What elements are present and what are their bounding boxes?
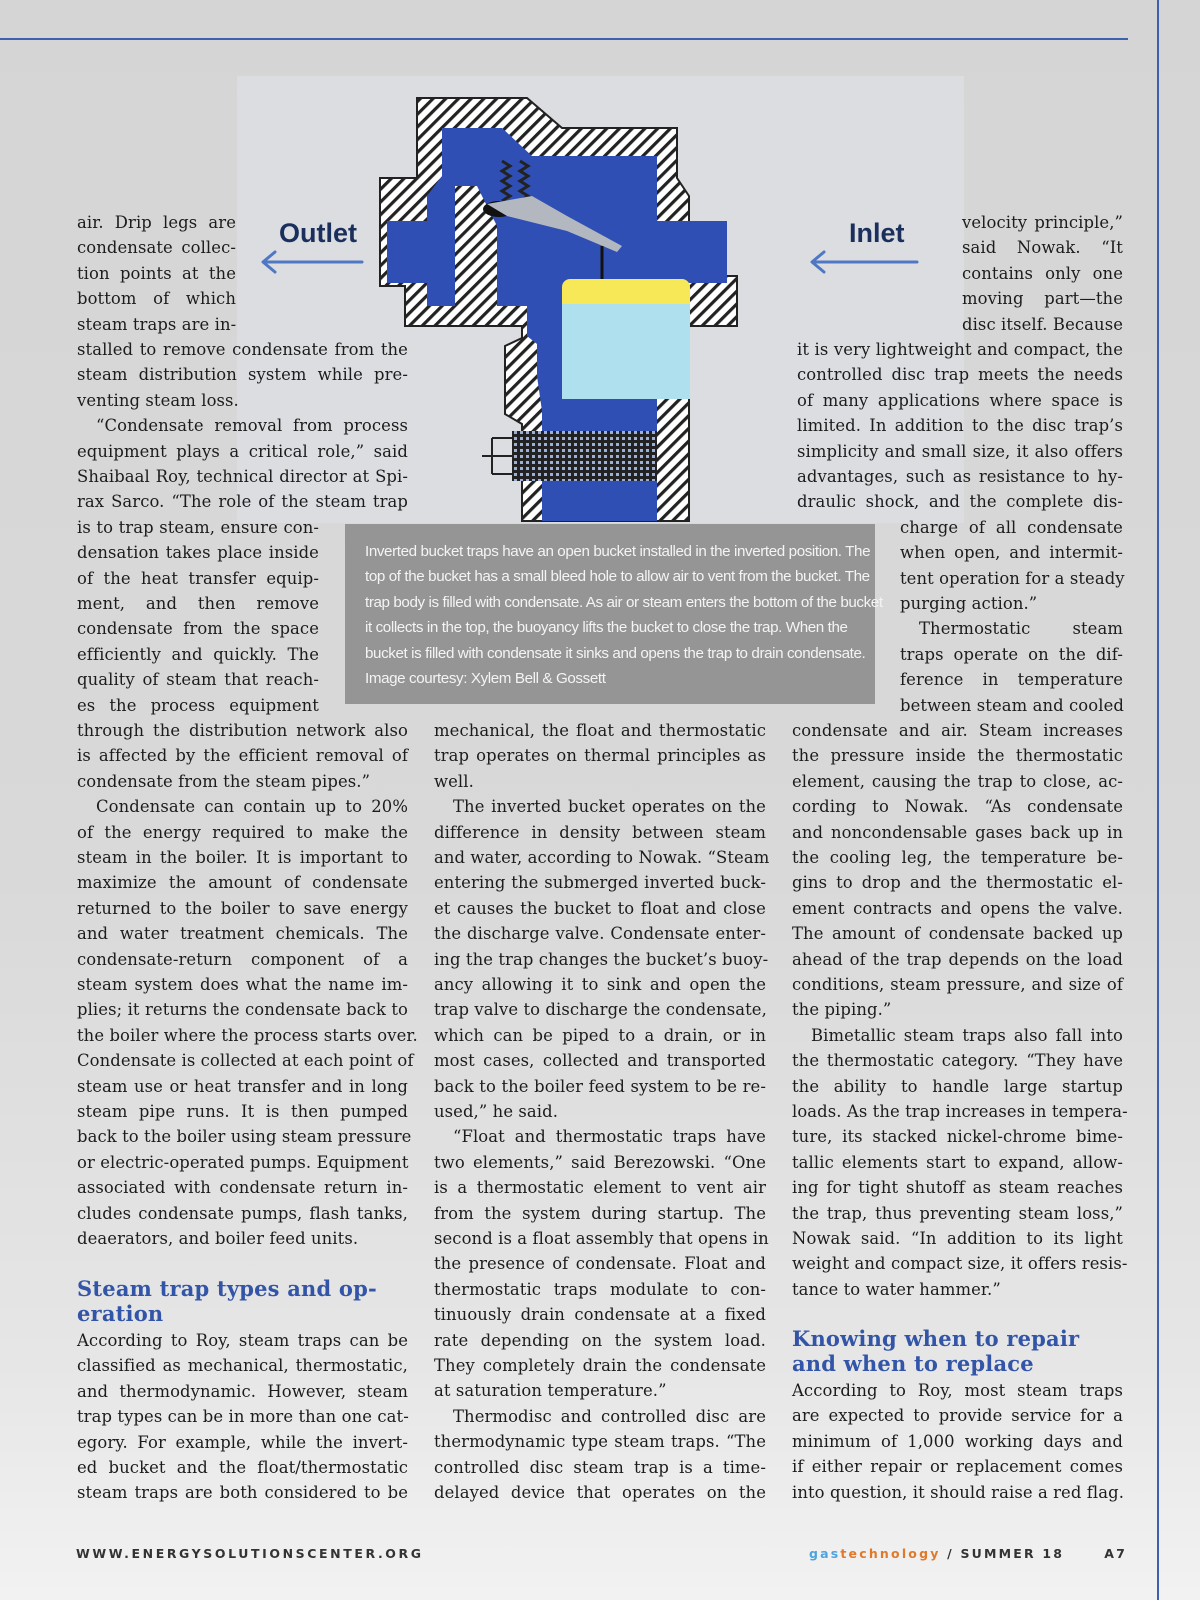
text-line: rate depending on the system load. bbox=[434, 1330, 766, 1350]
text-line: densation takes place inside bbox=[77, 543, 319, 563]
text-line: condensate from the steam pipes.” bbox=[77, 771, 371, 791]
text-line: two elements,” said Berezowski. “One bbox=[434, 1152, 766, 1172]
text-line: weight and compact size, it offers resis- bbox=[792, 1254, 1128, 1274]
text-line: controlled disc steam trap is a time- bbox=[434, 1457, 766, 1477]
brand-technology: technology bbox=[840, 1546, 941, 1561]
page-number: A7 bbox=[1104, 1546, 1127, 1561]
text-line: traps operate on the dif- bbox=[900, 644, 1123, 664]
caption-line: trap body is filled with condensate. As air or steam enters the bottom of the bucket bbox=[365, 593, 883, 611]
text-line: of the energy required to make the bbox=[77, 822, 408, 842]
text-line: et causes the bucket to float and close bbox=[434, 898, 766, 918]
text-line: ference in temperature bbox=[900, 670, 1123, 690]
text-line: ment, and then remove bbox=[77, 594, 319, 613]
text-line: ing for tight shutoff as steam reaches bbox=[792, 1178, 1123, 1198]
text-line: conditions, steam pressure, and size of bbox=[792, 975, 1123, 994]
text-line: tion points at the bbox=[77, 263, 236, 283]
text-line: is affected by the efficient removal of bbox=[77, 746, 408, 766]
text-line: second is a float assembly that opens in bbox=[434, 1229, 769, 1248]
heading-line: and when to replace bbox=[792, 1351, 1034, 1377]
text-line: charge of all condensate bbox=[900, 517, 1123, 537]
text-line: draulic shock, and the complete dis- bbox=[797, 492, 1123, 512]
text-line: back to the boiler using steam pressure bbox=[77, 1127, 412, 1147]
text-line: which can be piped to a drain, or in bbox=[434, 1025, 766, 1045]
text-line: controlled disc trap meets the needs bbox=[797, 365, 1123, 385]
text-line: steam use or heat transfer and in long bbox=[77, 1076, 408, 1096]
text-line: “Float and thermostatic traps have bbox=[453, 1127, 766, 1147]
text-line: According to Roy, most steam traps bbox=[792, 1381, 1123, 1400]
text-line: Bimetallic steam traps also fall into bbox=[811, 1025, 1123, 1045]
text-line: condensate-return component of a bbox=[77, 949, 408, 969]
text-line: the trap, thus preventing steam loss,” bbox=[792, 1203, 1123, 1223]
text-line: steam system does what the name im- bbox=[77, 975, 408, 994]
top-rule bbox=[0, 38, 1128, 40]
text-line: limited. In addition to the disc trap’s bbox=[797, 416, 1123, 436]
heading-line: Knowing when to repair bbox=[792, 1326, 1080, 1351]
text-line: and water, according to Nowak. “Steam bbox=[434, 848, 770, 867]
text-line: is a thermostatic element to vent air bbox=[434, 1178, 766, 1198]
text-line: tance to water hammer.” bbox=[792, 1279, 1001, 1299]
issue-date: / SUMMER 18 bbox=[940, 1546, 1065, 1561]
brand-gas: gas bbox=[808, 1546, 841, 1561]
text-line: steam pipe runs. It is then pumped bbox=[77, 1102, 408, 1121]
text-line: steam traps are both considered to be bbox=[77, 1483, 408, 1503]
text-line: and thermodynamic. However, steam bbox=[77, 1381, 408, 1401]
text-line: the boiler where the process starts over. bbox=[77, 1025, 418, 1045]
text-line: ahead of the trap depends on the load bbox=[792, 949, 1123, 969]
text-line: condensate collec- bbox=[77, 238, 236, 258]
text-line: rax Sarco. “The role of the steam trap bbox=[77, 492, 408, 512]
text-line: moving part—the bbox=[962, 289, 1123, 309]
text-line: According to Roy, steam traps can be bbox=[77, 1331, 408, 1350]
text-line: steam distribution system while pre- bbox=[77, 365, 408, 385]
text-line: classified as mechanical, thermostatic, bbox=[77, 1356, 408, 1376]
text-line: “Condensate removal from process bbox=[96, 416, 408, 436]
text-line: The inverted bucket operates on the bbox=[453, 797, 766, 817]
text-line: tent operation for a steady bbox=[900, 568, 1125, 588]
text-line: simplicity and small size, it also offers bbox=[797, 441, 1123, 461]
text-line: stalled to remove condensate from the bbox=[77, 340, 408, 359]
text-line: through the distribution network also bbox=[77, 721, 408, 740]
text-line: the piping.” bbox=[792, 1000, 892, 1020]
text-line: tallic elements start to expand, allow- bbox=[792, 1152, 1123, 1172]
footer-issue-info bbox=[809, 1546, 1127, 1561]
text-line: said Nowak. “It bbox=[962, 238, 1123, 258]
text-line: is to trap steam, ensure con- bbox=[77, 517, 319, 537]
text-line: deaerators, and boiler feed units. bbox=[77, 1229, 359, 1248]
text-line: and water treatment chemicals. The bbox=[77, 924, 408, 944]
text-line: condensate from the space bbox=[77, 619, 319, 639]
text-line: ed bucket and the float/thermostatic bbox=[77, 1458, 408, 1477]
text-line: venting steam loss. bbox=[77, 390, 239, 410]
text-line: thermodynamic type steam traps. “The bbox=[434, 1432, 766, 1452]
text-line: gins to drop and the thermostatic el- bbox=[792, 873, 1123, 893]
text-line: at saturation temperature.” bbox=[434, 1381, 667, 1401]
inlet-label: Inlet bbox=[849, 218, 905, 248]
section-heading-repair-or-replace bbox=[792, 1326, 1079, 1377]
text-line: ement contracts and opens the valve. bbox=[792, 898, 1123, 918]
text-line: associated with condensate return in- bbox=[77, 1178, 408, 1198]
text-line: well. bbox=[434, 771, 474, 791]
text-line: of the heat transfer equip- bbox=[77, 568, 319, 588]
caption-line: Inverted bucket traps have an open bucket installed in the inverted position. The bbox=[365, 543, 871, 560]
text-line: when open, and intermit- bbox=[900, 543, 1123, 563]
text-line: delayed device that operates on the bbox=[434, 1483, 766, 1502]
text-line: purging action.” bbox=[900, 594, 1038, 613]
text-line: equipment plays a critical role,” said bbox=[77, 441, 408, 461]
image-credit: Image courtesy: Xylem Bell & Gossett bbox=[365, 670, 606, 688]
text-line: cording to Nowak. “As condensate bbox=[792, 797, 1123, 817]
caption-line: top of the bucket has a small bleed hole to allow air to vent from the bucket. The bbox=[365, 568, 870, 586]
section-heading-steam-trap-types bbox=[77, 1276, 377, 1327]
text-line: entering the submerged inverted buck- bbox=[434, 873, 766, 893]
text-line: velocity principle,” bbox=[962, 213, 1123, 232]
text-line: Thermodisc and controlled disc are bbox=[453, 1406, 766, 1426]
text-line: Condensate can contain up to 20% bbox=[96, 797, 408, 817]
text-line: bottom of which bbox=[77, 289, 236, 309]
text-line: the presence of condensate. Float and bbox=[434, 1254, 766, 1274]
text-line: condensate and air. Steam increases bbox=[792, 721, 1123, 740]
text-line: into question, it should raise a red flag. bbox=[792, 1482, 1125, 1502]
text-line: or electric-operated pumps. Equipment bbox=[77, 1152, 409, 1172]
text-line: loads. As the trap increases in tempera- bbox=[792, 1102, 1128, 1121]
text-line: used,” he said. bbox=[434, 1102, 559, 1121]
text-line: efficiently and quickly. The bbox=[77, 644, 319, 664]
text-line: the ability to handle large startup bbox=[792, 1076, 1123, 1096]
text-line: ture, its stacked nickel-chrome bime- bbox=[792, 1127, 1123, 1147]
text-line: plies; it returns the condensate back to bbox=[77, 1000, 408, 1020]
text-line: cludes condensate pumps, flash tanks, bbox=[77, 1203, 408, 1223]
text-line: trap valve to discharge the condensate, bbox=[434, 1000, 767, 1020]
text-line: mechanical, the float and thermostatic bbox=[434, 721, 766, 740]
text-line: thermostatic traps modulate to con- bbox=[434, 1279, 766, 1299]
text-line: element, causing the trap to close, ac- bbox=[792, 771, 1123, 791]
text-line: the pressure inside the thermostatic bbox=[792, 746, 1123, 766]
text-line: air. Drip legs are bbox=[77, 213, 236, 232]
text-line: back to the boiler feed system to be re- bbox=[434, 1076, 766, 1096]
text-line: steam traps are in- bbox=[77, 314, 237, 334]
text-line: ing the trap changes the bucket’s buoy- bbox=[434, 949, 769, 969]
heading-line: eration bbox=[77, 1301, 164, 1327]
text-line: The amount of condensate backed up bbox=[792, 924, 1123, 944]
outlet-label: Outlet bbox=[279, 218, 357, 248]
text-line: from the system during startup. The bbox=[434, 1203, 766, 1223]
text-line: the thermostatic category. “They have bbox=[792, 1051, 1123, 1071]
text-line: steam in the boiler. It is important to bbox=[77, 848, 408, 867]
text-line: trap types can be in more than one cat- bbox=[77, 1407, 409, 1427]
text-line: es the process equipment bbox=[77, 695, 319, 715]
text-line: advantages, such as resistance to hy- bbox=[797, 467, 1123, 486]
text-line: between steam and cooled bbox=[900, 695, 1124, 715]
text-line: Nowak said. “In addition to its light bbox=[792, 1229, 1123, 1248]
text-line: are expected to provide service for a bbox=[792, 1406, 1123, 1426]
right-rule bbox=[1157, 0, 1159, 1600]
text-line: They completely drain the condensate bbox=[434, 1356, 766, 1375]
text-line: and noncondensable gases back up in bbox=[792, 822, 1123, 842]
text-line: if either repair or replacement comes bbox=[792, 1457, 1123, 1477]
text-line: quality of steam that reach- bbox=[77, 670, 319, 690]
caption-line: it collects in the top, the buoyancy lifts the bucket to close the trap. When the bbox=[365, 619, 848, 637]
text-line: trap operates on thermal principles as bbox=[434, 746, 766, 766]
heading-line: Steam trap types and op- bbox=[77, 1276, 377, 1301]
text-line: egory. For example, while the invert- bbox=[77, 1432, 408, 1452]
text-line: ancy allowing it to sink and open the bbox=[434, 975, 766, 994]
figure-caption bbox=[345, 524, 883, 704]
text-line: Shaibaal Roy, technical director at Spi- bbox=[77, 467, 408, 486]
text-line: returned to the boiler to save energy bbox=[77, 898, 408, 918]
footer-website: WWW.ENERGYSOLUTIONSCENTER.ORG bbox=[76, 1546, 424, 1561]
text-line: maximize the amount of condensate bbox=[77, 873, 408, 893]
text-line: most cases, collected and transported bbox=[434, 1051, 766, 1071]
text-line: it is very lightweight and compact, the bbox=[797, 340, 1123, 359]
text-line: the cooling leg, the temperature be- bbox=[792, 848, 1123, 867]
text-line: minimum of 1,000 working days and bbox=[792, 1431, 1123, 1451]
text-line: disc itself. Because bbox=[962, 314, 1123, 334]
text-line: Thermostatic steam bbox=[919, 619, 1123, 639]
text-line: contains only one bbox=[962, 263, 1123, 283]
caption-line: bucket is filled with condensate it sinks and opens the trap to drain condensate. bbox=[365, 644, 866, 662]
text-line: Condensate is collected at each point of bbox=[77, 1051, 414, 1071]
text-line: the discharge valve. Condensate enter- bbox=[434, 924, 766, 944]
text-line: of many applications where space is bbox=[797, 390, 1123, 410]
text-line: difference in density between steam bbox=[434, 822, 766, 842]
text-line: tinuously drain condensate at a fixed bbox=[434, 1305, 766, 1325]
